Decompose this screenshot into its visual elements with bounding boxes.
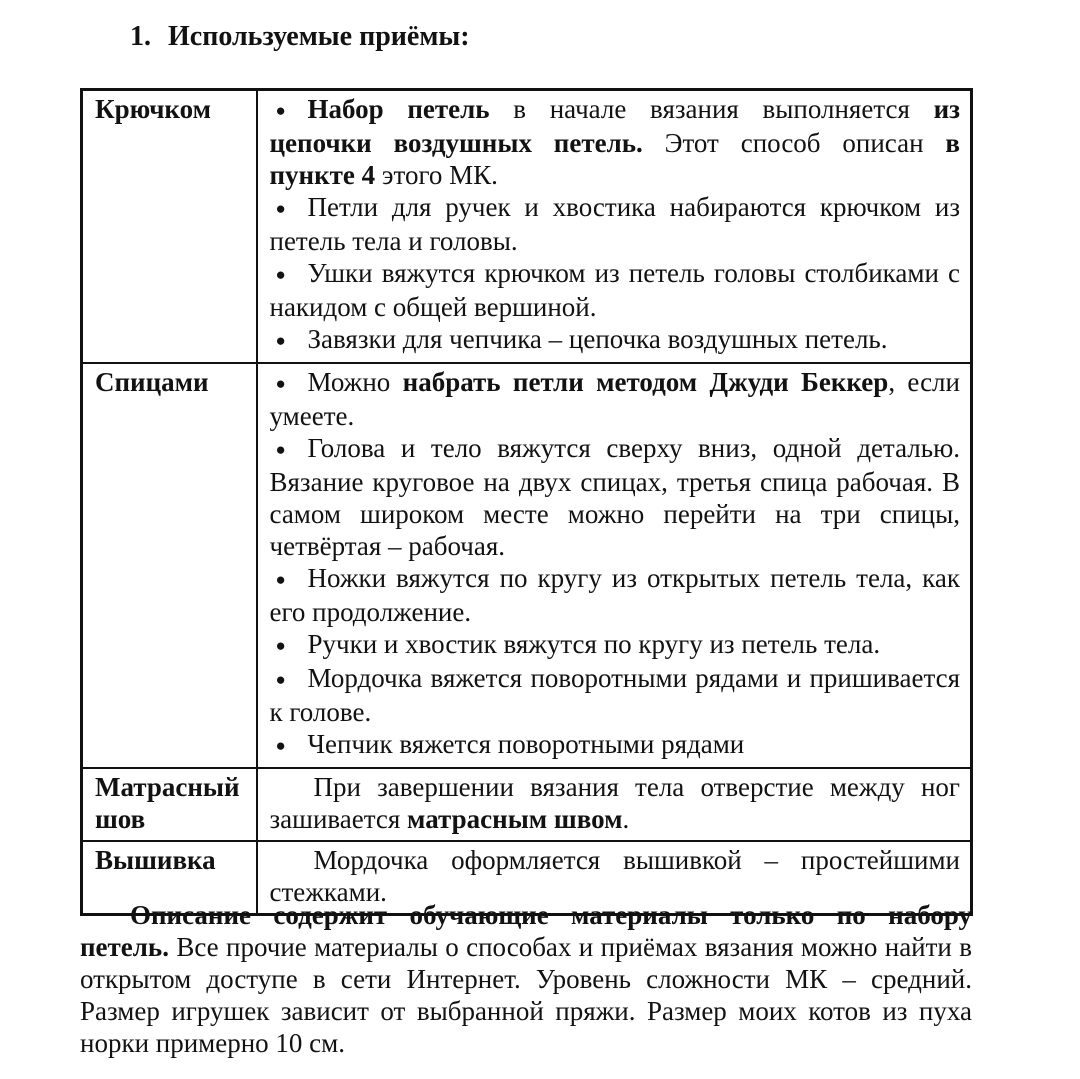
- bullet-item: [270, 93, 961, 191]
- text-run: Петли для ручек и хвостика набираются крючком из петель тела и головы.: [269, 192, 960, 256]
- bullet-item: [270, 728, 961, 762]
- bullet-icon: ●: [275, 570, 286, 589]
- row-content: [257, 768, 972, 841]
- text-run: в начале вязания выполняется: [489, 94, 934, 124]
- section-number: 1.: [130, 21, 151, 52]
- text-run: При завершении вязания тела отверстие между ног зашивается: [269, 772, 960, 834]
- text-run: .: [622, 804, 630, 834]
- row-label: Вышивка: [82, 841, 257, 915]
- table-row: [82, 768, 972, 841]
- text-run: Голова и тело вяжутся сверху вниз, одной деталью. Вязание круговое на двух спицах, третья спица рабочая. В самом широком месте можно перейти на три спицы, четвёртая – рабочая.: [269, 433, 960, 561]
- text-run: , если умеете.: [269, 367, 960, 431]
- bullet-icon: ●: [275, 736, 286, 755]
- bullet-icon: ●: [275, 199, 286, 218]
- bullet-icon: ●: [275, 331, 286, 350]
- bullet-item: [270, 323, 961, 357]
- text-run: Завязки для чепчика – цепочка воздушных петель.: [307, 324, 888, 354]
- text-run: Ручки и хвостик вяжутся по кругу из петель тела.: [307, 629, 881, 659]
- row-label: Матрасный шов: [82, 768, 257, 841]
- text-run: Чепчик вяжется поворотными рядами: [307, 729, 745, 759]
- text-run: Мордочка вяжется поворотными рядами и пришивается к голове.: [269, 663, 960, 727]
- text-run: этого МК.: [375, 160, 498, 190]
- bold-text-run: набрать петли методом Джуди Беккер: [402, 367, 889, 397]
- bullet-item: [270, 191, 961, 257]
- row-content: [257, 363, 972, 768]
- bullet-icon: ●: [275, 101, 286, 120]
- text-run: Можно: [307, 367, 403, 397]
- techniques-table: [80, 88, 973, 916]
- footer-paragraph: [80, 899, 972, 1059]
- indented-paragraph: [270, 771, 961, 835]
- section-title: Используемые приёмы:: [168, 21, 470, 52]
- bullet-item: [270, 628, 961, 662]
- text-run: Все прочие материалы о способах и приёмах вязания можно найти в открытом доступе в сети Интернет. Уровень сложности МК – средний. Размер игрушек зависит от выбранной пряжи. Размер моих котов из пуха норки примерно 10 см.: [80, 932, 972, 1058]
- bold-text-run: из цепочки воздушных петель.: [269, 94, 960, 158]
- row-label: Спицами: [82, 363, 257, 768]
- table-row: [82, 90, 972, 364]
- bullet-icon: ●: [275, 265, 286, 284]
- bullet-item: [270, 662, 961, 728]
- bullet-icon: ●: [275, 374, 286, 393]
- row-label: Крючком: [82, 90, 257, 364]
- text-run: Этот способ описан: [642, 128, 946, 158]
- bold-text-run: Описание содержит обучающие материалы только по набору петель.: [80, 900, 972, 962]
- text-run: Мордочка оформляется вышивкой – простейшими стежками.: [269, 845, 960, 907]
- text-run: Ушки вяжутся крючком из петель головы столбиками с накидом с общей вершиной.: [269, 258, 960, 322]
- bullet-icon: ●: [275, 636, 286, 655]
- bullet-item: [270, 562, 961, 628]
- bullet-item: [270, 257, 961, 323]
- bold-text-run: Набор петель: [307, 94, 490, 124]
- bold-text-run: матрасным швом: [407, 804, 623, 834]
- section-heading: [130, 20, 470, 54]
- bullet-item: [270, 366, 961, 432]
- bold-text-run: в пункте 4: [269, 128, 960, 190]
- bullet-icon: ●: [275, 440, 286, 459]
- text-run: Ножки вяжутся по кругу из открытых петель тела, как его продолжение.: [269, 563, 960, 627]
- row-content: [257, 90, 972, 364]
- bullet-icon: ●: [275, 670, 286, 689]
- bullet-item: [270, 432, 961, 562]
- table-row: [82, 363, 972, 768]
